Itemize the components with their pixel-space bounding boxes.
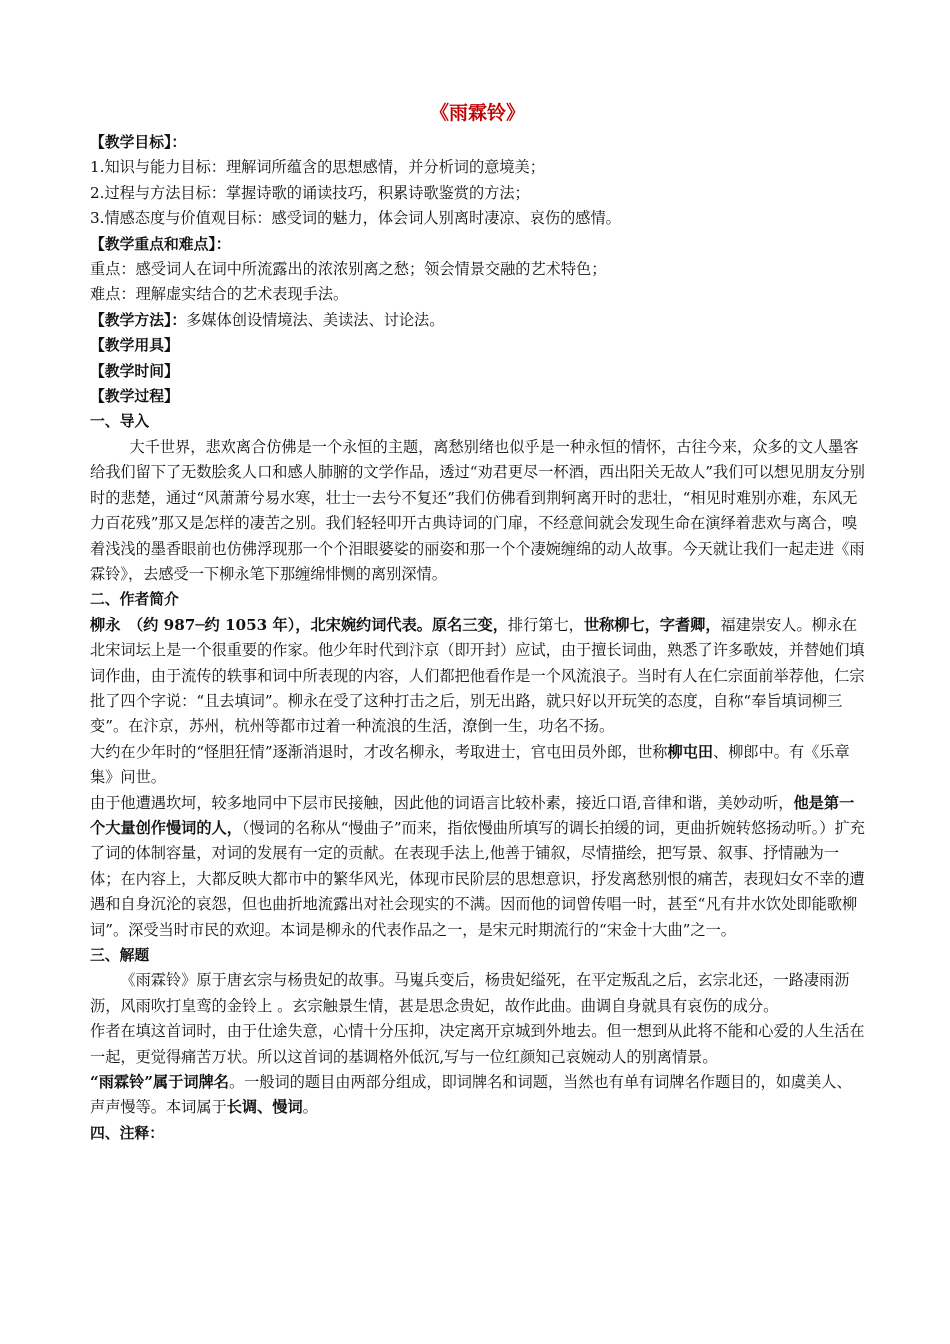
author-text-2: 福建崇安人。柳永在北宋词坛上是一个很重要的作家。他少年时代到汴京（即开封）应试，由于擅长词曲，熟悉了许多歌妓，并替她们填词作曲，由于流传的轶事和词中所表现的内容，人们都把他看作是一个风流浪子。当时有人在仁宗面前举荐他，仁宗批了四个字说：“且去填词”。柳永在受了这种打击之后，别无出路，就只好以开玩笑的态度，自称“奉旨填词柳三变”。在汴京，苏州，杭州等都市过着一种流浪的生活，潦倒一生，功名不扬。 xyxy=(90,615,865,736)
time-heading: 【教学时间】 xyxy=(90,362,179,380)
intro-paragraph: 大千世界，悲欢离合仿佛是一个永恒的主题，离愁别绪也似乎是一种永恒的情怀，古往今来，众多的文人墨客给我们留下了无数脍炙人口和感人肺腑的文学作品，透过“劝君更尽一杯酒，西出阳关无故人”我们可以想见朋友分别时的悲楚，通过“风萧萧兮易水寒，壮士一去兮不复还”我们仿佛看到荆轲离开时的悲壮，“相见时难别亦难，东风无力百花残”那又是怎样的凄苦之别。我们轻轻叩开古典诗词的门扉，不经意间就会发现生命在演绎着悲欢与离合，嗅着浅浅的墨香眼前也仿佛浮现那一个个泪眼婆娑的丽姿和那一个个凄婉缠绵的动人故事。今天就让我们一起走进《雨霖铃》，去感受一下柳永笔下那缠绵悱恻的离别深情。 xyxy=(90,437,865,583)
explain-bold-1: “雨霖铃”属于词牌名 xyxy=(90,1073,229,1092)
author-paragraph-2 xyxy=(90,740,865,791)
author-text-4: 、柳郎中。有《乐章集》问世。 xyxy=(90,742,850,787)
goals-heading: 【教学目标】： xyxy=(90,134,187,151)
section-intro-heading: 一、导入 xyxy=(90,413,150,431)
author-paragraph-3 xyxy=(90,791,865,943)
author-paragraph-1 xyxy=(90,613,865,740)
author-bold-4: 他是第一个大量创作慢词的人， xyxy=(90,793,855,837)
author-bold-2: 世称柳七，字耆卿， xyxy=(583,615,721,634)
method-heading: 【教学方法】： xyxy=(90,311,187,329)
method-text: 多媒体创设情境法、美读法、讨论法。 xyxy=(186,310,445,329)
explain-paragraph-2: 作者在填这首词时，由于仕途失意，心情十分压抑，决定离开京城到外地去。但一想到从此将不能和心爱的人生活在一起，更觉得痛苦万状。所以这首词的基调格外低沉,写与一位红颜知己哀婉动人的别离情景。 xyxy=(90,1022,865,1066)
explain-paragraph-3 xyxy=(90,1070,865,1121)
focus-key: 重点：感受词人在词中所流露出的浓浓别离之愁；领会情景交融的艺术特色； xyxy=(90,260,607,279)
goal-item: 3.情感态度与价值观目标：感受词的魅力，体会词人别离时凄凉、哀伤的感情。 xyxy=(90,209,621,228)
document-title: 《雨霖铃》 xyxy=(429,102,525,124)
document-page xyxy=(90,98,865,1146)
explain-text-2: 。 xyxy=(302,1098,318,1117)
author-bold-3: 柳屯田 xyxy=(667,742,714,761)
section-notes-heading: 四、注释： xyxy=(90,1124,164,1142)
focus-heading: 【教学重点和难点】： xyxy=(90,235,231,253)
method-line xyxy=(90,308,865,333)
author-text-3: 大约在少年时的“怪胆狂情”逐渐消退时，才改名柳永，考取进士，官屯田员外郎，世称 xyxy=(90,742,668,761)
explain-text-1: 。一般词的题目由两部分组成，即词牌名和词题，当然也有单有词牌名作题目的，如虞美人、声声慢等。本词属于 xyxy=(90,1073,852,1117)
author-bold-1: 柳永 （约 987─约 1053 年），北宋婉约词代表。原名三变， xyxy=(90,615,508,634)
section-title-explain-heading: 三、解题 xyxy=(90,947,150,964)
author-text-5: 由于他遭遇坎坷，较多地同中下层市民接触，因此他的词语言比较朴素，接近口语,音律和谐，美妙动听， xyxy=(90,793,794,812)
goal-item: 2.过程与方法目标：掌握诗歌的诵读技巧，积累诗歌鉴赏的方法； xyxy=(90,183,530,202)
explain-paragraph-1: 《雨霖铃》原于唐玄宗与杨贵妃的故事。马嵬兵变后，杨贵妃缢死，在平定叛乱之后，玄宗北还，一路凄雨沥沥，风雨吹打皇鸾的金铃上 。玄宗触景生情，甚是思念贵妃，故作此曲。曲调自身就具有哀伤的成分。 xyxy=(90,971,850,1015)
author-text-1: 排行第七， xyxy=(507,615,584,634)
goal-item: 1.知识与能力目标：理解词所蕴含的思想感情，并分析词的意境美； xyxy=(90,158,545,177)
explain-bold-2: 长调、慢词 xyxy=(226,1098,303,1117)
section-author-heading: 二、作者简介 xyxy=(90,591,179,609)
process-heading: 【教学过程】 xyxy=(90,388,179,406)
focus-difficult: 难点：理解虚实结合的艺术表现手法。 xyxy=(90,285,349,304)
author-text-6: （慢词的名称从“慢曲子”而来，指依慢曲所填写的调长拍缓的词，更曲折婉转悠扬动听。）扩充了词的体制容量，对词的发展有一定的贡献。在表现手法上,他善于铺叙，尽情描绘，把写景、叙事、抒情融为一体；在内容上，大都反映大都市中的繁华风光，体现市民阶层的思想意识，抒发离愁别恨的痛苦，表现妇女不幸的遭遇和自身沉沦的哀怨，但也曲折地流露出对社会现实的不满。因而他的词曾传唱一时，甚至“凡有井水饮处即能歌柳词”。深受当时市民的欢迎。本词是柳永的代表作品之一，是宋元时期流行的“宋金十大曲”之一。 xyxy=(90,818,865,939)
tools-heading: 【教学用具】 xyxy=(90,337,179,355)
